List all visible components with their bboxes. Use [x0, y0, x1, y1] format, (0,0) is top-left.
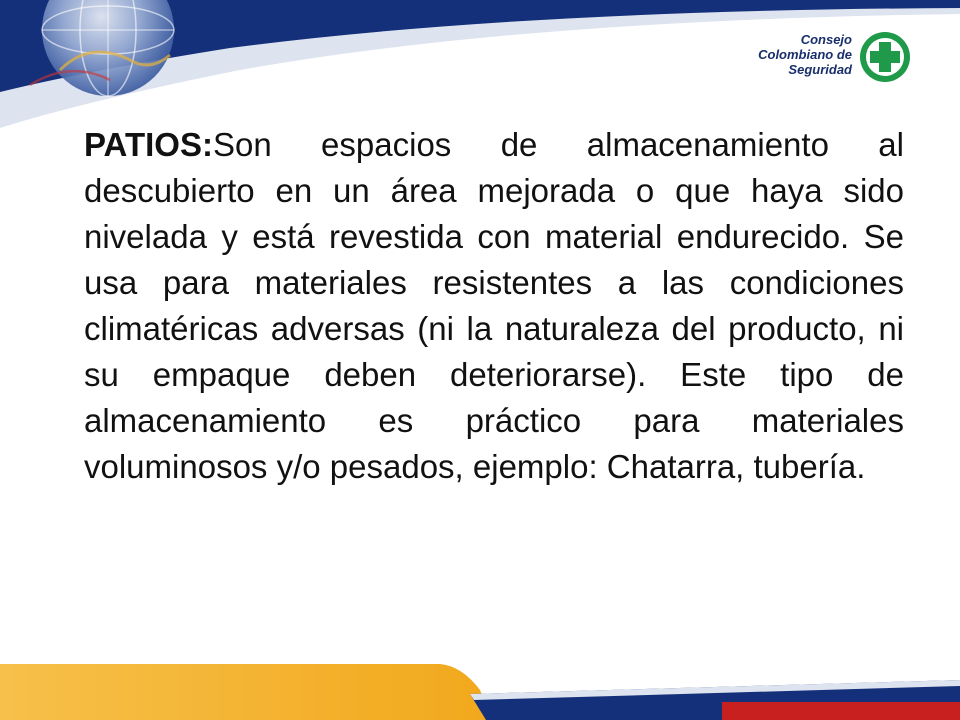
- organization-logo: [740, 28, 920, 88]
- logo-line-1: Consejo: [800, 32, 852, 47]
- slide-body-text: [84, 122, 904, 490]
- logo-line-2: Colombiano de: [758, 47, 852, 62]
- definition-text: Son espacios de almacenamiento al descubierto en un área mejorada o que haya sido nivelada y está revestida con material endurecido. Se usa para materiales resistentes a las condiciones climatéricas adversas (ni la naturaleza del producto, ni su empaque deben deteriorarse). Este tipo de almacenamiento es práctico para materiales voluminosos y/o pesados, ejemplo: Chatarra, tubería.: [84, 126, 904, 485]
- footer-banner: [0, 650, 960, 720]
- definition-term: PATIOS:: [84, 126, 213, 163]
- green-cross-icon: [858, 30, 912, 84]
- logo-line-3: Seguridad: [788, 62, 852, 77]
- logo-text: [732, 32, 852, 77]
